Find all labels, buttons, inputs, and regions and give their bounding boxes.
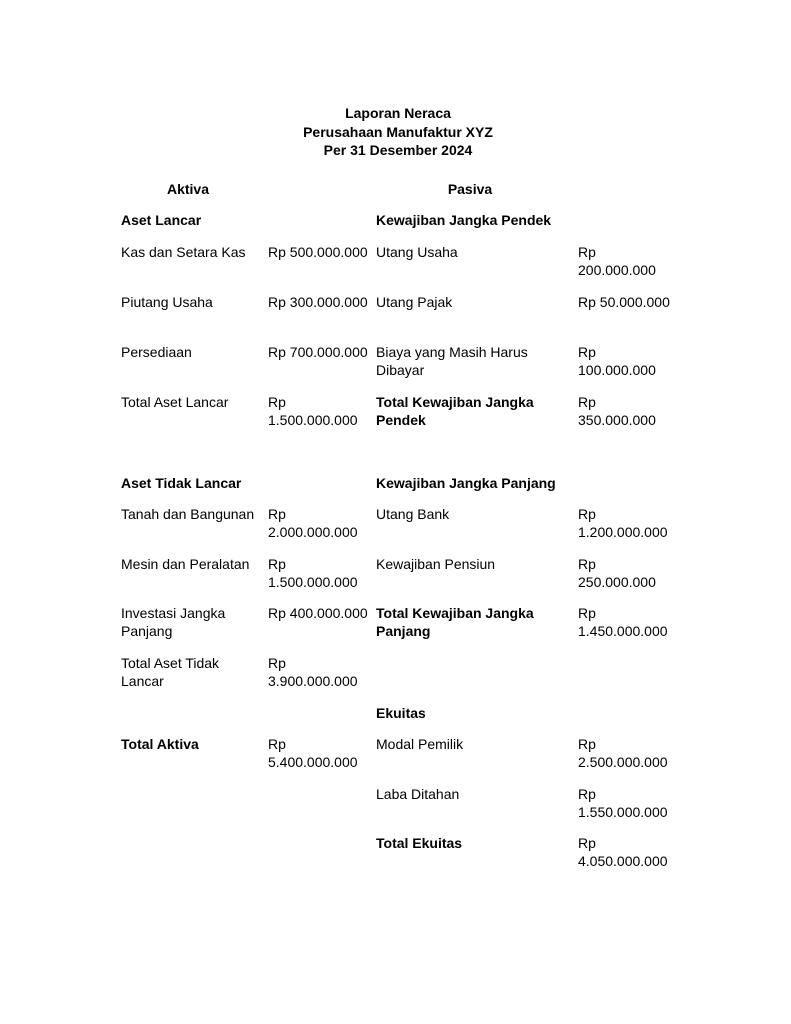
row-label: Piutang Usaha (121, 294, 213, 310)
aset-lancar-heading: Aset Lancar (121, 212, 202, 228)
report-date: Per 31 Desember 2024 (323, 142, 473, 158)
row-value: Rp 2.000.000.000 (268, 506, 358, 540)
row-label: Utang Bank (376, 506, 450, 522)
total-aset-tidak-lancar-value: Rp 3.900.000.000 (268, 655, 358, 689)
row-label: Mesin dan Peralatan (121, 556, 250, 572)
total-kewajiban-panjang-label: Total Kewajiban Jangka Panjang (376, 605, 534, 639)
row-value: Rp 250.000.000 (578, 556, 656, 590)
row-value: Rp 100.000.000 (578, 344, 656, 378)
row-label: Laba Ditahan (376, 786, 460, 802)
row-label: Kewajiban Pensiun (376, 556, 496, 572)
aktiva-heading: Aktiva (166, 181, 210, 197)
total-aset-tidak-lancar-label: Total Aset Tidak Lancar (121, 655, 220, 689)
total-kewajiban-pendek-label: Total Kewajiban Jangka Pendek (376, 394, 534, 428)
kewajiban-pendek-heading: Kewajiban Jangka Pendek (376, 212, 552, 228)
total-aset-lancar-value: Rp 1.500.000.000 (268, 394, 358, 428)
total-kewajiban-panjang-value: Rp 1.450.000.000 (578, 605, 668, 639)
total-aktiva-value: Rp 5.400.000.000 (268, 736, 358, 770)
aset-tidak-lancar-heading: Aset Tidak Lancar (121, 475, 242, 491)
row-value: Rp 2.500.000.000 (578, 736, 668, 770)
row-value: Rp 1.500.000.000 (268, 556, 358, 590)
row-value: Rp 700.000.000 (268, 344, 368, 360)
total-kewajiban-pendek-value: Rp 350.000.000 (578, 394, 656, 428)
total-aktiva-label: Total Aktiva (121, 736, 199, 752)
ekuitas-heading: Ekuitas (376, 705, 426, 721)
report-header (0, 104, 791, 160)
row-label: Investasi Jangka Panjang (121, 605, 226, 639)
total-ekuitas-label: Total Ekuitas (376, 835, 463, 851)
total-ekuitas-value: Rp 4.050.000.000 (578, 835, 668, 869)
row-value: Rp 50.000.000 (578, 294, 670, 310)
row-label: Tanah dan Bangunan (121, 506, 255, 522)
row-value: Rp 300.000.000 (268, 294, 368, 310)
row-label: Persediaan (121, 344, 192, 360)
row-value: Rp 500.000.000 (268, 244, 368, 260)
row-value: Rp 1.200.000.000 (578, 506, 668, 540)
pasiva-heading: Pasiva (447, 181, 493, 197)
total-aset-lancar-label: Total Aset Lancar (121, 394, 229, 410)
row-label: Biaya yang Masih Harus Dibayar (376, 344, 528, 378)
row-label: Modal Pemilik (376, 736, 464, 752)
row-value: Rp 1.550.000.000 (578, 786, 668, 820)
row-value: Rp 400.000.000 (268, 605, 368, 621)
row-label: Utang Pajak (376, 294, 453, 310)
report-title: Laporan Neraca (345, 105, 451, 121)
row-label: Utang Usaha (376, 244, 458, 260)
row-value: Rp 200.000.000 (578, 244, 656, 278)
company-name: Perusahaan Manufaktur XYZ (303, 123, 493, 140)
row-label: Kas dan Setara Kas (121, 244, 246, 260)
kewajiban-panjang-heading: Kewajiban Jangka Panjang (376, 475, 556, 491)
